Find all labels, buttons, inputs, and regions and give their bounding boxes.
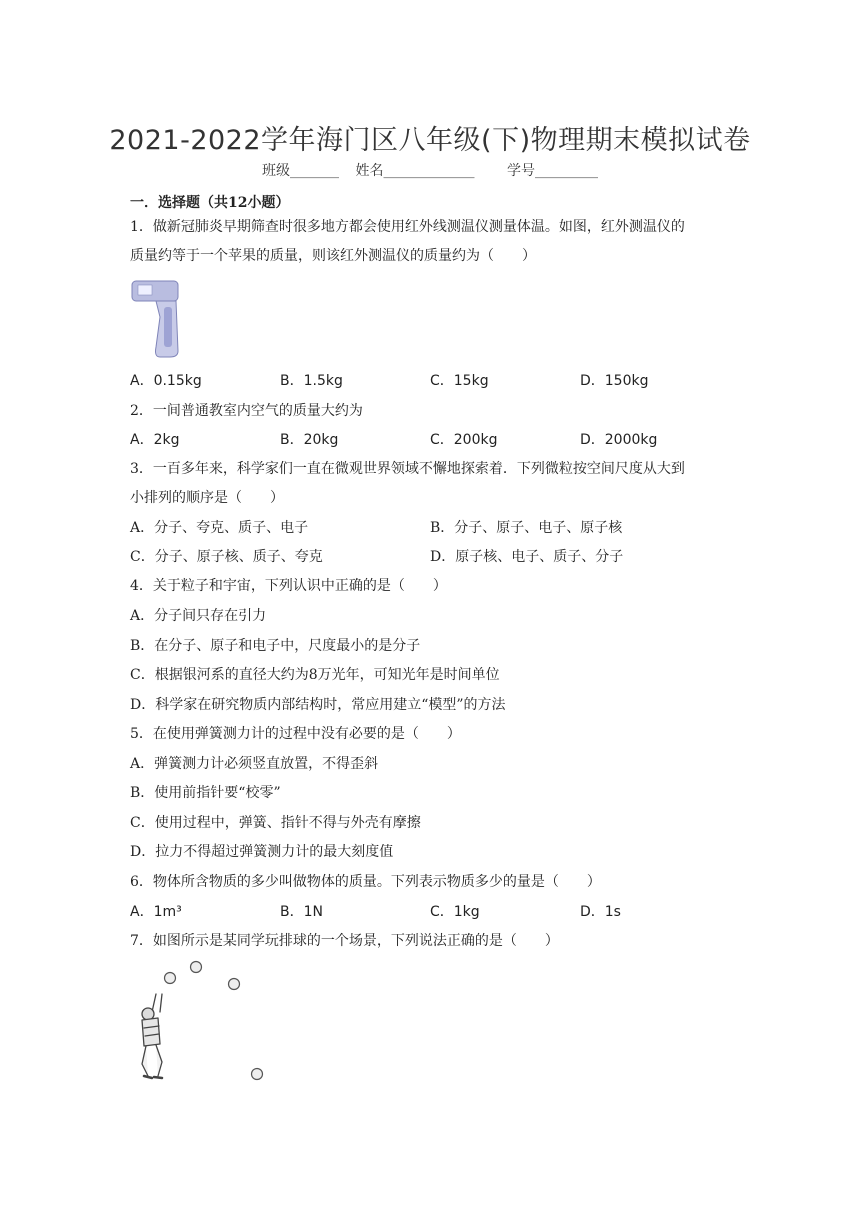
q2-text: 2．一间普通教室内空气的质量大约为: [130, 403, 363, 419]
q2-option-c: C．200kg: [430, 432, 498, 448]
q3-text-line2: 小排列的顺序是（ ）: [130, 490, 284, 506]
q4-option-a: A．分子间只存在引力: [130, 608, 267, 624]
q3-option-b: B．分子、原子、电子、原子核: [430, 520, 623, 536]
q7-text: 7．如图所示是某同学玩排球的一个场景，下列说法正确的是（ ）: [130, 933, 559, 949]
q4-option-d: D．科学家在研究物质内部结构时，常应用建立“模型”的方法: [130, 697, 506, 713]
section-heading: 一．选择题（共12小题）: [130, 195, 290, 211]
q1-option-d: D．150kg: [580, 373, 649, 389]
class-field: 班级_______: [262, 163, 340, 179]
q2-option-b: B．20kg: [280, 432, 339, 448]
thermometer-image: [130, 277, 185, 359]
name-field: 姓名_____________: [355, 163, 475, 179]
q6-option-a: A．1m³: [130, 904, 182, 920]
q3-option-d: D．原子核、电子、质子、分子: [430, 549, 624, 565]
q6-option-b: B．1N: [280, 904, 323, 920]
q1-option-a: A．0.15kg: [130, 373, 202, 389]
q6-option-c: C．1kg: [430, 904, 480, 920]
q5-option-c: C．使用过程中，弹簧、指针不得与外壳有摩擦: [130, 815, 421, 831]
page-title: 2021-2022学年海门区八年级(下)物理期末模拟试卷: [109, 125, 751, 156]
q5-option-d: D．拉力不得超过弹簧测力计的最大刻度值: [130, 844, 394, 860]
q1-option-b: B．1.5kg: [280, 373, 343, 389]
volleyball-player-image: [128, 956, 273, 1086]
q4-text: 4．关于粒子和宇宙，下列认识中正确的是（ ）: [130, 578, 447, 594]
q4-option-c: C．根据银河系的直径大约为8万光年，可知光年是时间单位: [130, 667, 500, 683]
q1-option-c: C．15kg: [430, 373, 489, 389]
q6-option-d: D．1s: [580, 904, 621, 920]
q1-text-line2: 质量约等于一个苹果的质量，则该红外测温仪的质量约为（ ）: [130, 248, 536, 264]
q5-option-a: A．弹簧测力计必须竖直放置，不得歪斜: [130, 756, 379, 772]
q6-text: 6．物体所含物质的多少叫做物体的质量。下列表示物质多少的量是（ ）: [130, 874, 601, 890]
q1-text-line1: 1．做新冠肺炎早期筛查时很多地方都会使用红外线测温仪测量体温。如图，红外测温仪的: [130, 219, 685, 235]
q2-option-d: D．2000kg: [580, 432, 658, 448]
number-field: 学号_________: [506, 163, 598, 179]
q3-option-c: C．分子、原子核、质子、夸克: [130, 549, 323, 565]
q5-option-b: B．使用前指针要“校零”: [130, 785, 281, 801]
q2-option-a: A．2kg: [130, 432, 180, 448]
q3-option-a: A．分子、夸克、质子、电子: [130, 520, 309, 536]
student-info: [0, 160, 860, 180]
q5-text: 5．在使用弹簧测力计的过程中没有必要的是（ ）: [130, 726, 461, 742]
q3-text-line1: 3．一百多年来，科学家们一直在微观世界领域不懈地探索着．下列微粒按空间尺度从大到: [130, 461, 685, 477]
q4-option-b: B．在分子、原子和电子中，尺度最小的是分子: [130, 638, 421, 654]
